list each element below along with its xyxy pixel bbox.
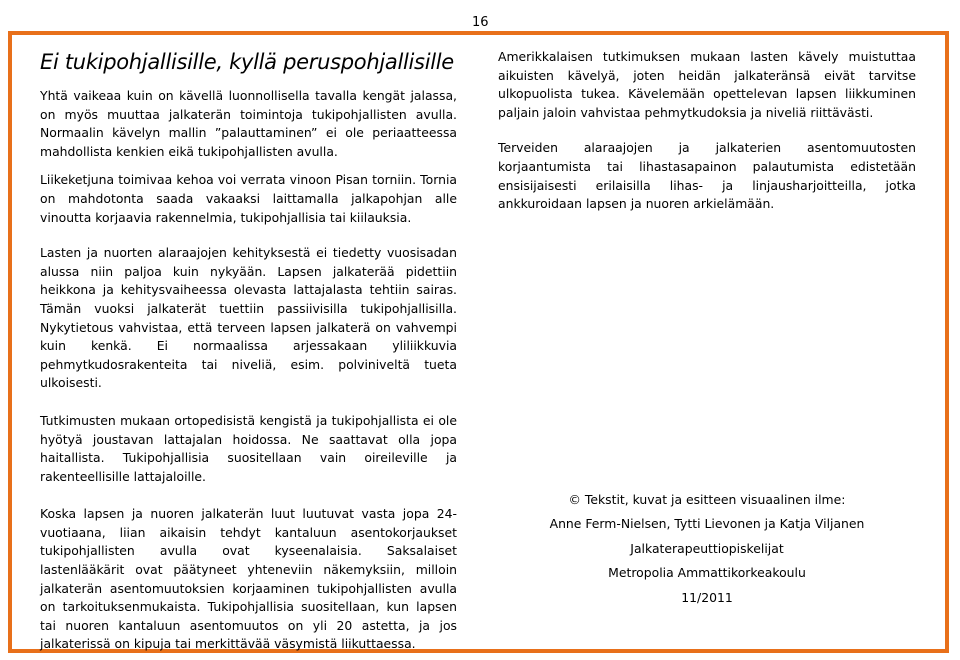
right-column [498,48,916,214]
credits-role: Jalkaterapeuttiopiskelijat [630,540,784,556]
paragraph-ossification: Koska lapsen ja nuoren jalkaterän luut luutuvat vasta jopa 24-vuotiaana, liian aikaisin tehdyt kantaluun asentokorjaukset tukipohjallisten avulla ovat kyseenalaisia. Saksalaiset lastenlääkärit ovat päätyneet yhteneviin näkemyksiin, milloin jalkaterän asentomuutoksien korjaaminen tukipohjallisten avulla on tarkoituksenmukaista. Tukipohjallisia suositellaan, kun lapsen tai nuoren kantaluun asentomuutos on yli 20 astetta, ja jos jalkaterissä on kipuja tai merkittävää väsymistä liikuttaessa. [40,506,457,652]
page-number: 16 [472,15,489,30]
credits-copyright: © Tekstit, kuvat ja esitteen visuaalinen ilme: [568,492,846,507]
paragraph-pisa-tower: Liikeketjuna toimivaa kehoa voi verrata vinoon Pisan torniin. Tornia on mahdotonta saada vakaaksi laittamalla jalkapohjan alle vinoutta korjaavia rakennelmia, tukipohjallisia tai kiilauksia. [40,172,457,225]
paragraph-american-study: Amerikkalaisen tutkimuksen mukaan lasten kävely muistuttaa aikuisten kävelyä, joten heidän jalkateränsä eivät tarvitse ulkopuolista tukea. Kävelemään opettelevan lapsen liikkuminen paljain jaloin vahvistaa pehmytkudoksia ja niveliä riittävästi. [498,49,916,120]
credits-block [498,488,916,610]
paragraph-intro: Yhtä vaikeaa kuin on kävellä luonnollisella tavalla kengät jalassa, on myös muuttaa jalkaterän toimintoja tukipohjallisten avulla. Normaalin kävelyn mallin ”palauttaminen” ei ole periaatteessa mahdollista kenkien eikä tukipohjallisten avulla. [40,88,457,159]
credits-authors: Anne Ferm-Nielsen, Tytti Lievonen ja Katja Viljanen [549,516,865,532]
credits-date: 11/2011 [681,589,733,605]
left-column [40,50,457,654]
paragraph-child-development: Lasten ja nuorten alaraajojen kehityksestä ei tiedetty vuosisadan alussa niin paljoa kuin nykyään. Lapsen jalkaterää pidettiin heikkona ja kehitysvaiheessa olevasta lattajalasta tehtiin sairas. Tämän vuoksi jalkaterät tuettiin passiivisilla tukipohjallisilla. Nykytietous vahvistaa, että terveen lapsen jalkaterä on vahvempi kuin kenkä. Ei normaalissa arjessakaan yliliikkuvia pehmytkudosrakenteita tai niveliä, esim. polviniveltä tueta ulkoisesti. [40,245,457,391]
paragraph-research: Tutkimusten mukaan ortopedisistä kengistä ja tukipohjallista ei ole hyötyä joustavan lattajalan hoidossa. Ne saattavat olla jopa haitallista. Tukipohjallisia suositellaan vain oireileville ja rakenteellisille lattajaloille. [40,412,457,484]
page-title: Ei tukipohjallisille, kyllä peruspohjallisille [40,50,454,74]
credits-institution: Metropolia Ammattikorkeakoulu [608,565,806,581]
paragraph-exercises: Terveiden alaraajojen ja jalkaterien asentomuutosten korjaantumista tai lihastasapainon palautumista edistetään ensisijaisesti erilaisilla lihas- ja linjausharjoitteilla, jotka ankkuroidaan lapsen ja nuoren arkielämään. [498,140,916,212]
